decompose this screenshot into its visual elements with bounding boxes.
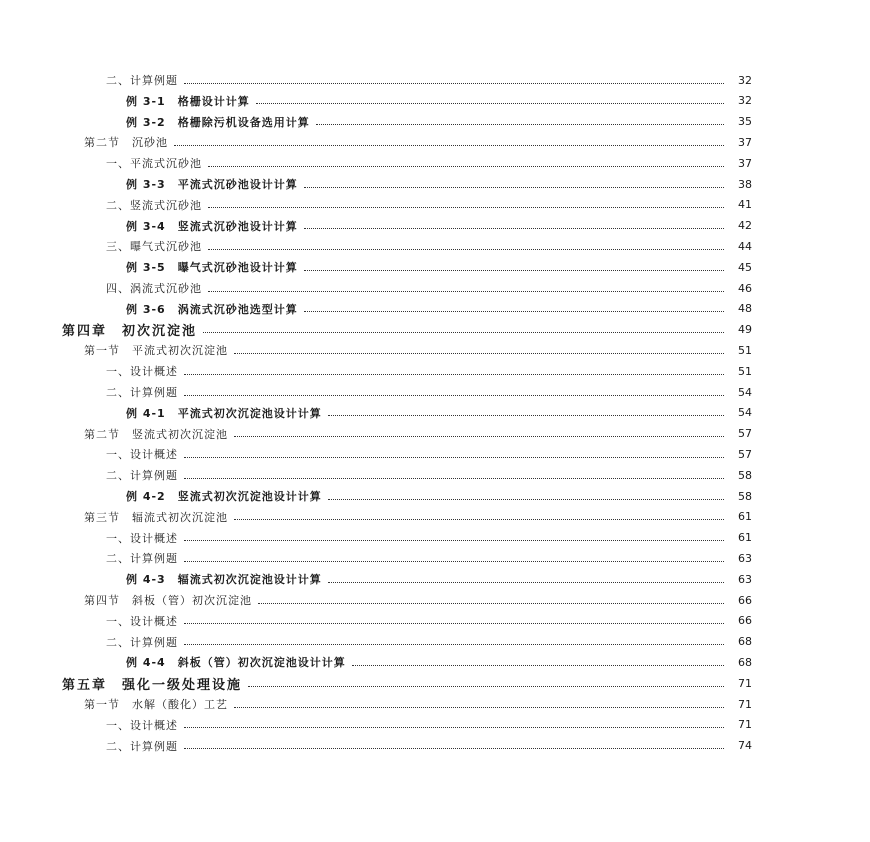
toc-entry-page-number: 54 bbox=[738, 406, 752, 420]
toc-entry-page-number: 44 bbox=[738, 239, 752, 253]
toc-entry-page-number: 32 bbox=[738, 73, 752, 87]
toc-entry bbox=[0, 673, 870, 693]
toc-entry bbox=[0, 216, 870, 236]
toc-entry bbox=[0, 444, 870, 464]
toc-entry-title: 第一节 平流式初次沉淀池 bbox=[84, 344, 228, 358]
toc-entry bbox=[0, 528, 870, 548]
toc-entry-page-number: 41 bbox=[738, 198, 752, 212]
toc-entry-page-number: 61 bbox=[738, 510, 752, 524]
toc-entry bbox=[0, 174, 870, 194]
toc-leader-dots bbox=[208, 291, 724, 292]
toc-entry bbox=[0, 507, 870, 527]
toc-entry bbox=[0, 153, 870, 173]
toc-leader-dots bbox=[304, 311, 724, 312]
toc-leader-dots bbox=[184, 623, 724, 624]
toc-entry-title: 二、计算例题 bbox=[106, 635, 178, 649]
toc-leader-dots bbox=[234, 519, 724, 520]
toc-entry bbox=[0, 694, 870, 714]
toc-entry-page-number: 66 bbox=[738, 593, 752, 607]
toc-leader-dots bbox=[184, 83, 724, 84]
toc-entry-title: 二、计算例题 bbox=[106, 739, 178, 753]
toc-entry-page-number: 35 bbox=[738, 115, 752, 129]
toc-entry-title: 一、设计概述 bbox=[106, 448, 178, 462]
toc-leader-dots bbox=[304, 187, 724, 188]
toc-entry-title: 第五章 强化一级处理设施 bbox=[62, 677, 243, 693]
toc-leader-dots bbox=[256, 103, 724, 104]
toc-entry-title: 第三节 辐流式初次沉淀池 bbox=[84, 510, 228, 524]
toc-entry bbox=[0, 715, 870, 735]
toc-entry-title: 例 3-2 格栅除污机设备选用计算 bbox=[126, 115, 310, 129]
toc-entry-title: 第二节 沉砂池 bbox=[84, 136, 168, 150]
toc-entry-title: 第一节 水解（酸化）工艺 bbox=[84, 698, 228, 711]
toc-entry-page-number: 57 bbox=[738, 427, 752, 441]
toc-entry bbox=[0, 548, 870, 568]
toc-entry-title: 二、竖流式沉砂池 bbox=[106, 198, 202, 212]
toc-entry bbox=[0, 278, 870, 298]
toc-entry-page-number: 32 bbox=[738, 94, 752, 108]
toc-entry-page-number: 71 bbox=[738, 697, 752, 711]
toc-entry-page-number: 51 bbox=[738, 364, 752, 378]
toc-entry-title: 第四节 斜板（管）初次沉淀池 bbox=[84, 594, 252, 607]
toc-leader-dots bbox=[234, 353, 724, 354]
toc-leader-dots bbox=[304, 270, 724, 271]
toc-entry-page-number: 48 bbox=[738, 302, 752, 316]
toc-entry-title: 例 4-4 斜板（管）初次沉淀池设计计算 bbox=[126, 656, 346, 670]
toc-entry-title: 例 3-5 曝气式沉砂池设计计算 bbox=[126, 261, 298, 275]
toc-leader-dots bbox=[184, 478, 724, 479]
toc-entry-title: 四、涡流式沉砂池 bbox=[106, 282, 202, 295]
toc-entry-title: 例 3-1 格栅设计计算 bbox=[126, 94, 250, 108]
toc-leader-dots bbox=[258, 603, 724, 604]
toc-entry-page-number: 68 bbox=[738, 655, 752, 669]
toc-leader-dots bbox=[316, 124, 724, 125]
toc-entry-title: 三、曝气式沉砂池 bbox=[106, 240, 202, 254]
toc-entry bbox=[0, 91, 870, 111]
toc-entry bbox=[0, 424, 870, 444]
toc-entry-page-number: 37 bbox=[738, 135, 752, 149]
toc-entry-page-number: 74 bbox=[738, 739, 752, 753]
toc-entry-page-number: 51 bbox=[738, 343, 752, 357]
toc-entry bbox=[0, 652, 870, 672]
toc-entry-page-number: 63 bbox=[738, 551, 752, 565]
toc-entry bbox=[0, 320, 870, 340]
toc-leader-dots bbox=[184, 374, 724, 375]
toc-entry-page-number: 37 bbox=[738, 156, 752, 170]
toc-entry-page-number: 68 bbox=[738, 635, 752, 649]
toc-entry bbox=[0, 361, 870, 381]
toc-entry bbox=[0, 340, 870, 360]
toc-leader-dots bbox=[184, 727, 724, 728]
toc-entry-page-number: 54 bbox=[738, 385, 752, 399]
toc-leader-dots bbox=[184, 457, 724, 458]
toc-entry bbox=[0, 112, 870, 132]
toc-entry bbox=[0, 132, 870, 152]
toc-entry bbox=[0, 299, 870, 319]
toc-entry-title: 第四章 初次沉淀池 bbox=[62, 324, 198, 340]
toc-leader-dots bbox=[328, 582, 724, 583]
toc-entry-title: 例 3-4 竖流式沉砂池设计计算 bbox=[126, 219, 298, 233]
toc-leader-dots bbox=[208, 207, 724, 208]
toc-leader-dots bbox=[184, 395, 724, 396]
toc-entry bbox=[0, 736, 870, 756]
toc-entry-title: 二、计算例题 bbox=[106, 386, 178, 399]
toc-entry-title: 一、设计概述 bbox=[106, 718, 178, 732]
toc-leader-dots bbox=[208, 249, 724, 250]
toc-entry-page-number: 57 bbox=[738, 447, 752, 461]
toc-entry bbox=[0, 632, 870, 652]
toc-entry-page-number: 58 bbox=[738, 468, 752, 482]
toc-leader-dots bbox=[208, 166, 724, 167]
toc-entry-title: 例 3-6 涡流式沉砂池选型计算 bbox=[126, 302, 298, 316]
toc-entry-page-number: 45 bbox=[738, 260, 752, 274]
toc-entry-page-number: 71 bbox=[738, 718, 752, 732]
toc-leader-dots bbox=[234, 436, 724, 437]
toc-entry bbox=[0, 382, 870, 402]
toc-leader-dots bbox=[328, 415, 724, 416]
toc-entry-title: 例 4-1 平流式初次沉淀池设计计算 bbox=[126, 406, 322, 420]
toc-entry-page-number: 66 bbox=[738, 614, 752, 628]
toc-leader-dots bbox=[184, 644, 724, 645]
toc-entry-page-number: 71 bbox=[738, 676, 752, 690]
toc-entry-title: 例 4-2 竖流式初次沉淀池设计计算 bbox=[126, 490, 322, 503]
toc-entry-page-number: 58 bbox=[738, 489, 752, 503]
toc-entry-title: 例 3-3 平流式沉砂池设计计算 bbox=[126, 178, 298, 191]
toc-leader-dots bbox=[248, 686, 724, 687]
toc-entry-page-number: 38 bbox=[738, 177, 752, 191]
toc-entry-page-number: 42 bbox=[738, 219, 752, 233]
toc-entry bbox=[0, 195, 870, 215]
toc-entry-title: 第二节 竖流式初次沉淀池 bbox=[84, 427, 228, 441]
toc-leader-dots bbox=[304, 228, 724, 229]
toc-leader-dots bbox=[184, 540, 724, 541]
toc-entry-page-number: 63 bbox=[738, 572, 752, 586]
toc-entry bbox=[0, 236, 870, 256]
toc-entry-title: 一、平流式沉砂池 bbox=[106, 157, 202, 171]
toc-entry-title: 一、设计概述 bbox=[106, 365, 178, 379]
toc-entry-title: 例 4-3 辐流式初次沉淀池设计计算 bbox=[126, 573, 322, 587]
toc-leader-dots bbox=[184, 748, 724, 749]
toc-leader-dots bbox=[352, 665, 724, 666]
toc-entry bbox=[0, 257, 870, 277]
toc-entry-page-number: 49 bbox=[738, 323, 752, 337]
toc-entry bbox=[0, 590, 870, 610]
toc-entry-title: 一、设计概述 bbox=[106, 531, 178, 545]
toc-entry-page-number: 61 bbox=[738, 531, 752, 545]
toc-entry bbox=[0, 70, 870, 90]
toc-entry bbox=[0, 486, 870, 506]
toc-entry-title: 二、计算例题 bbox=[106, 552, 178, 566]
toc-leader-dots bbox=[203, 332, 724, 333]
toc-entry bbox=[0, 569, 870, 589]
toc-leader-dots bbox=[234, 707, 724, 708]
toc-entry-title: 二、计算例题 bbox=[106, 74, 178, 87]
toc-leader-dots bbox=[328, 499, 724, 500]
toc-entry bbox=[0, 403, 870, 423]
toc-entry bbox=[0, 465, 870, 485]
toc-entry-title: 二、计算例题 bbox=[106, 469, 178, 483]
toc-entry-title: 一、设计概述 bbox=[106, 614, 178, 628]
toc-entry-page-number: 46 bbox=[738, 281, 752, 295]
toc-leader-dots bbox=[174, 145, 724, 146]
toc-leader-dots bbox=[184, 561, 724, 562]
toc-entry bbox=[0, 611, 870, 631]
